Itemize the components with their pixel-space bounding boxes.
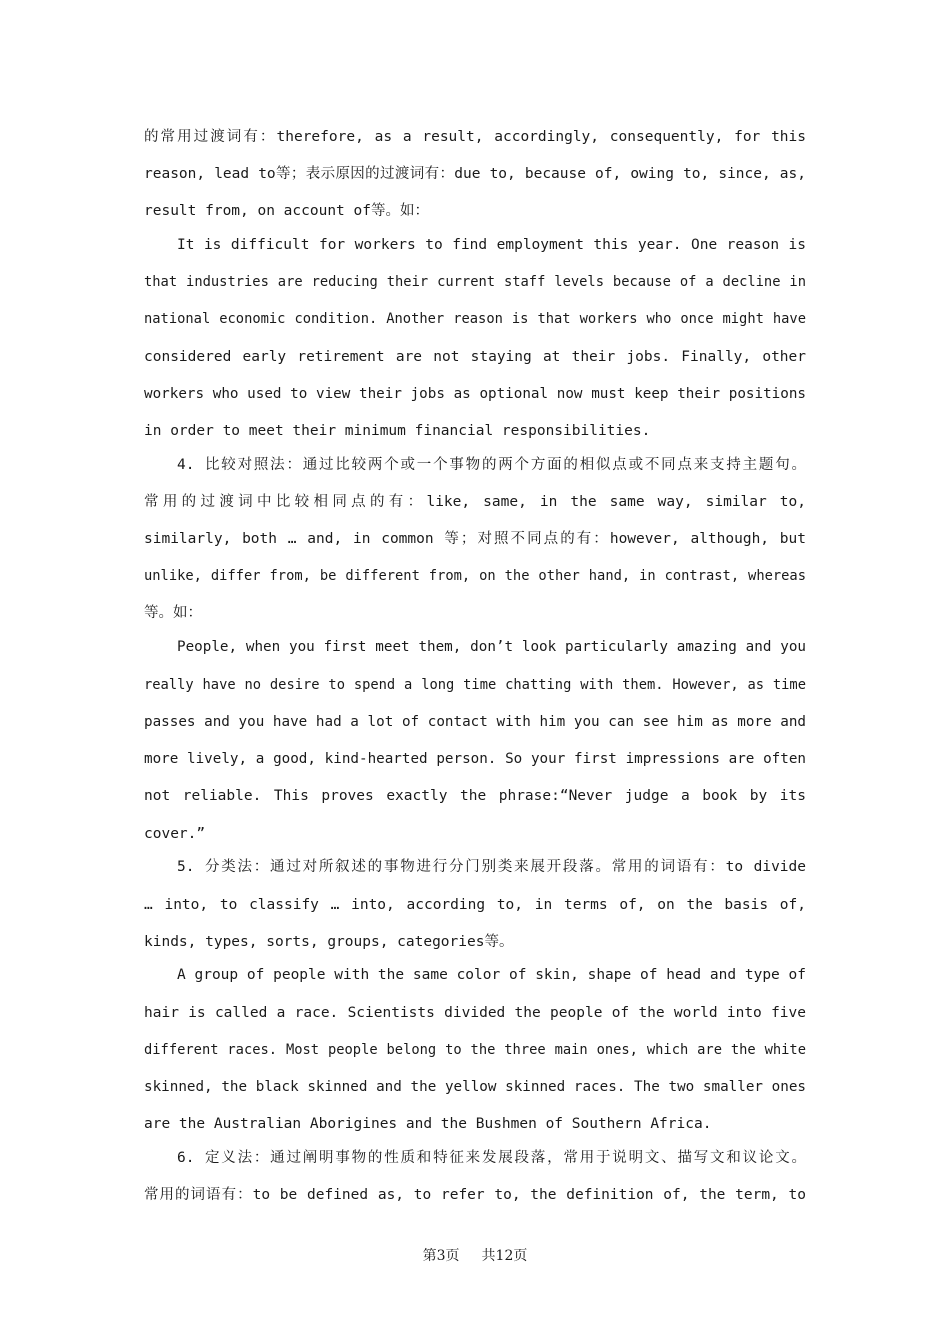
text-line: passes and you have had a lot of contact with him you can see him as more and (144, 714, 806, 730)
text-line: different races. Most people belong to the three main ones, which are the white (144, 1042, 806, 1058)
text-line: in order to meet their minimum financial responsibilities. (144, 423, 651, 439)
section-heading: 4. 比较对照法：通过比较两个或一个事物的两个方面的相似点或不同点来支持主题句。 (177, 457, 806, 473)
text-line: are the Australian Aborigines and the Bushmen of Southern Africa. (144, 1116, 712, 1132)
text-line: It is difficult for workers to find employment this year. One reason is (177, 237, 806, 253)
text-line: … into, to classify … into, according to, in terms of, on the basis of, (144, 897, 806, 913)
text-line: 等。如： (144, 605, 202, 621)
text-line: result from, on account of等。如： (144, 203, 429, 219)
page-total: 共12页 (481, 1248, 528, 1264)
text-line: workers who used to view their jobs as optional now must keep their positions (144, 386, 806, 402)
text-line: not reliable. This proves exactly the phrase:“Never judge a book by its (144, 788, 806, 804)
text-line: People, when you first meet them, don’t look particularly amazing and you (177, 639, 806, 655)
text-line: considered early retirement are not staying at their jobs. Finally, other (144, 349, 806, 365)
text-line: reason, lead to等；表示原因的过渡词有：due to, because of, owing to, since, as, (144, 166, 806, 182)
page-footer (0, 1246, 950, 1266)
text-line: similarly, both … and, in common 等；对照不同点的有：however, although, but (144, 531, 806, 547)
text-line: 常用的词语有：to be defined as, to refer to, the definition of, the term, to (144, 1187, 806, 1203)
section-heading: 5. 分类法：通过对所叙述的事物进行分门别类来展开段落。常用的词语有：to divide (177, 859, 806, 875)
text-line: that industries are reducing their current staff levels because of a decline in (144, 274, 806, 290)
text-line: national economic condition. Another reason is that workers who once might have (144, 311, 806, 327)
text-line: skinned, the black skinned and the yellow skinned races. The two smaller ones (144, 1079, 806, 1095)
text-line: A group of people with the same color of skin, shape of head and type of (177, 967, 806, 983)
text-line: 的常用过渡词有：therefore, as a result, accordingly, consequently, for this (144, 129, 806, 145)
text-line: 常用的过渡词中比较相同点的有：like, same, in the same way, similar to, (144, 494, 806, 510)
text-line: cover.” (144, 826, 206, 842)
text-line: unlike, differ from, be different from, on the other hand, in contrast, whereas (144, 568, 806, 584)
text-line: more lively, a good, kind-hearted person. So your first impressions are often (144, 751, 806, 767)
page-number: 第3页 (422, 1248, 460, 1264)
section-heading: 6. 定义法：通过阐明事物的性质和特征来发展段落，常用于说明文、描写文和议论文。 (177, 1150, 806, 1166)
text-line: hair is called a race. Scientists divided the people of the world into five (144, 1005, 806, 1021)
text-line: really have no desire to spend a long time chatting with them. However, as time (144, 677, 806, 693)
text-line: kinds, types, sorts, groups, categories等。 (144, 934, 514, 950)
